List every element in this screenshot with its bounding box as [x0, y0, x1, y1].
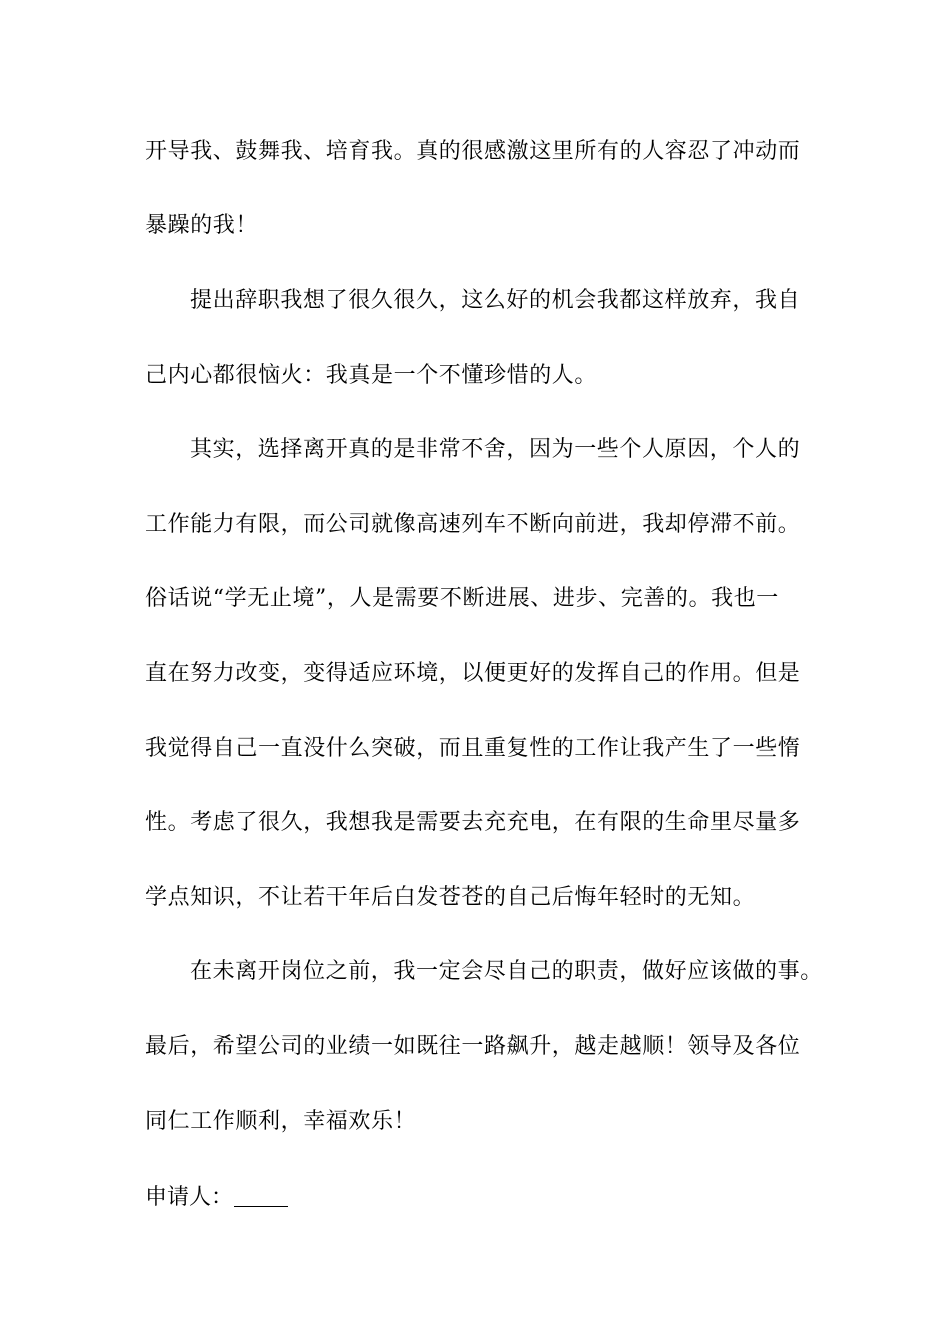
body-line-14: 同仁工作顺利，幸福欢乐！	[145, 1109, 417, 1134]
body-line-7: 俗话说“学无止境”，人是需要不断进展、进步、完善的。我也一	[145, 586, 779, 611]
body-line-6: 工作能力有限，而公司就像高速列车不断向前进，我却停滞不前。	[145, 512, 801, 537]
body-line-9: 我觉得自己一直没什么突破，而且重复性的工作让我产生了一些惰	[145, 736, 801, 761]
body-line-4: 己内心都很恼火：我真是一个不懂珍惜的人。	[145, 363, 598, 388]
signature-blank-line	[234, 1206, 288, 1207]
body-line-11: 学点知识，不让若干年后白发苍苍的自己后悔年轻时的无知。	[145, 885, 756, 910]
body-line-2: 暴躁的我！	[145, 213, 259, 238]
body-line-5: 其实，选择离开真的是非常不舍，因为一些个人原因，个人的	[190, 437, 801, 462]
body-line-10: 性。考虑了很久，我想我是需要去充充电，在有限的生命里尽量多	[145, 810, 801, 835]
body-line-1: 开导我、鼓舞我、培育我。真的很感激这里所有的人容忍了冲动而	[145, 139, 801, 164]
signature-label: 申请人：	[145, 1185, 234, 1210]
body-line-12: 在未离开岗位之前，我一定会尽自己的职责，做好应该做的事。	[190, 959, 823, 984]
body-line-8: 直在努力改变，变得适应环境，以便更好的发挥自己的作用。但是	[145, 661, 801, 686]
body-line-3: 提出辞职我想了很久很久，这么好的机会我都这样放弃，我自	[190, 288, 801, 313]
body-line-13: 最后，希望公司的业绩一如既往一路飙升，越走越顺！领导及各位	[145, 1034, 801, 1059]
